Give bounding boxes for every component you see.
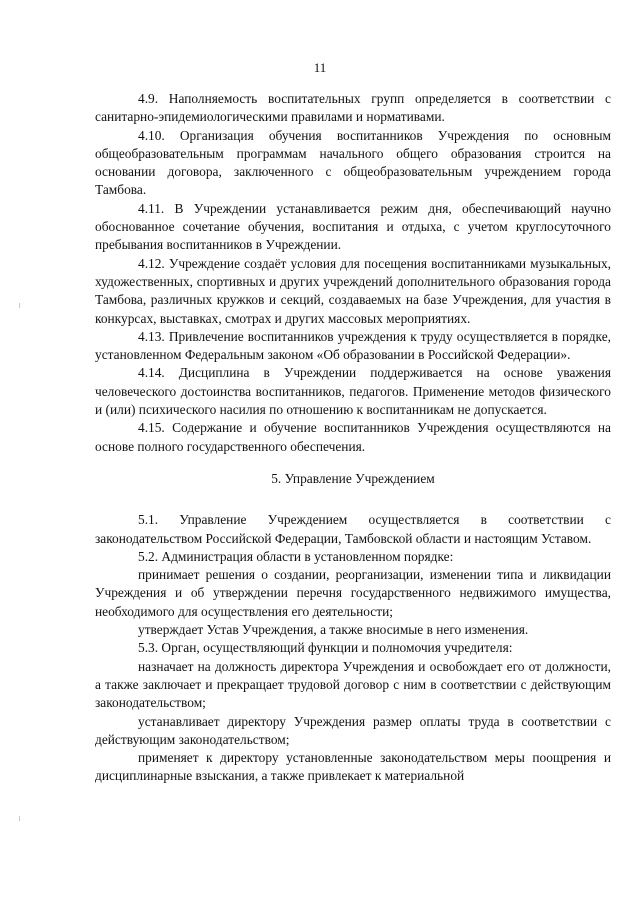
paragraph-4-10: 4.10. Организация обучения воспитанников Учреждения по основным общеобразовательным программам начального общего образования строится на основании договора, заключенного с общеобразовательным учреждением города Тамбова. bbox=[95, 127, 611, 198]
list-item: утверждает Устав Учреждения, а также вносимые в него изменения. bbox=[138, 622, 529, 638]
list-item: устанавливает директору Учреждения размер оплаты труда в соответствии с действующим законодательством; bbox=[95, 713, 611, 747]
page-number: 11 bbox=[313, 60, 327, 75]
paragraph-4-12: 4.12. Учреждение создаёт условия для посещения воспитанниками музыкальных, художественных, спортивных и других учреждений дополнительного образования города Тамбова, различных кружков и секций, создаваемых на базе Учреждения, для участия в конкурсах, выставках, смотрах и других массовых мероприятиях. bbox=[95, 255, 611, 326]
list-item: назначает на должность директора Учреждения и освобождает его от должности, а также заключает и прекращает трудовой договор с ним в соответствии с действующим законодательством; bbox=[95, 658, 611, 711]
list-item: применяет к директору установленные законодательством меры поощрения и дисциплинарные взыскания, а также привлекает к материальной bbox=[95, 750, 611, 784]
document-body bbox=[95, 90, 611, 786]
margin-mark bbox=[19, 303, 20, 308]
margin-mark bbox=[19, 816, 20, 821]
paragraph-4-11: 4.11. В Учреждении устанавливается режим дня, обеспечивающий научно обоснованное сочетание обучения, воспитания и отдыха, с учетом круглосуточного пребывания воспитанников в Учреждении. bbox=[95, 200, 611, 253]
paragraph-5-2: 5.2. Администрация области в установленном порядке: bbox=[138, 548, 454, 564]
paragraph-5-1: 5.1. Управление Учреждением осуществляется в соответствии с законодательством Российской Федерации, Тамбовской области и настоящим Уставом. bbox=[95, 512, 611, 546]
paragraph-4-9: 4.9. Наполняемость воспитательных групп определяется в соответствии с санитарно-эпидемиологическими правилами и нормативами. bbox=[95, 91, 611, 125]
paragraph-4-14: 4.14. Дисциплина в Учреждении поддерживается на основе уважения человеческого достоинства воспитанников, педагогов. Применение методов физического и (или) психического насилия по отношению к воспитанникам не допускается. bbox=[95, 365, 611, 418]
paragraph-4-13: 4.13. Привлечение воспитанников учреждения к труду осуществляется в порядке, установленном Федеральным законом «Об образовании в Российской Федерации». bbox=[95, 328, 611, 363]
section-heading: 5. Управление Учреждением bbox=[271, 470, 435, 486]
paragraph-5-3: 5.3. Орган, осуществляющий функции и полномочия учредителя: bbox=[138, 640, 513, 656]
paragraph-4-15: 4.15. Содержание и обучение воспитанников Учреждения осуществляются на основе полного государственного обеспечения. bbox=[95, 420, 611, 454]
list-item: принимает решения о создании, реорганизации, изменении типа и ликвидации Учреждения и об утверждении перечня государственного недвижимого имущества, необходимого для осуществления его деятельности; bbox=[95, 567, 611, 619]
